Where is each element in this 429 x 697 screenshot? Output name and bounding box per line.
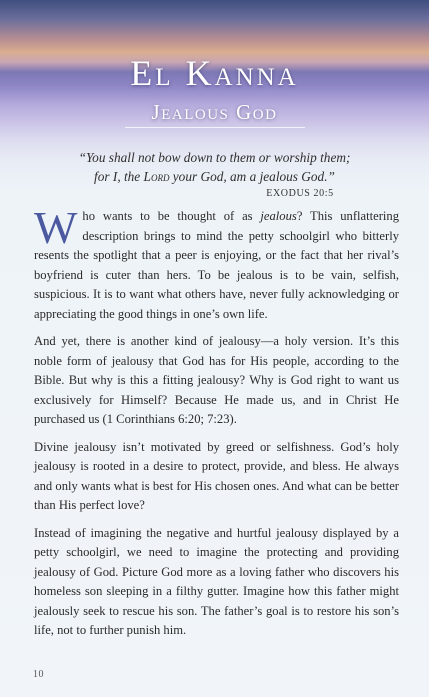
paragraph-4: Instead of imagining the negative and hurtful jealousy displayed by a petty schoolgirl, we need to imagine the protecting and providing jealousy of God. Picture God more as a loving father who discovers his homeless son sleeping in a filthy gutter. Imagine how this father might jealously seek to rescue his son. The father’s goal is to restore his son’s life, not to further punish him. xyxy=(34,525,399,637)
verse-lord: Lord xyxy=(143,169,170,184)
page-subtitle: Jealous God xyxy=(151,100,278,124)
paragraph-2: And yet, there is another kind of jealousy—a holy version. It’s this noble form of jealousy that God has for His people, according to the Bible. But why is this a fitting jealousy? Why is God right to want us exclusively for Himself? Because He made us, and in Christ He purchased us (1 Corinthians 6:20; 7:23). xyxy=(34,334,399,426)
page-title: El Kanna xyxy=(130,53,299,93)
paragraph-1-start: ho wants to be thought of as xyxy=(82,209,261,223)
verse-line-2-post: your God, am a jealous God.” xyxy=(169,169,335,184)
page-number: 10 xyxy=(33,669,44,680)
drop-cap: W xyxy=(34,202,78,253)
scripture-quote xyxy=(40,148,389,186)
body-text xyxy=(34,202,399,649)
paragraph-1 xyxy=(34,202,399,324)
subtitle-divider xyxy=(125,127,305,128)
paragraph-3: Divine jealousy isn’t motivated by greed or selfishness. God’s holy jealousy is rooted in a desire to protect, provide, and bless. He always and only wants what is best for His chosen ones. And what can be better than His perfect love? xyxy=(34,439,399,512)
paragraph-1-emphasis: jealous xyxy=(260,209,297,223)
verse-line-1: “You shall not bow down to them or worship them; xyxy=(78,150,351,165)
paragraph-1-rest: ? This unflattering description brings to mind the petty schoolgirl who bitterly resents the spotlight that a peer is enjoying, or the fact that her rival’s boyfriend is cuter than hers. To be jealous is to be vain, selfish, suspicious. It is to want what others have, never fully acknowledging or appreciating the good things in one’s own life. xyxy=(34,209,399,321)
verse-line-2-pre: for I, the xyxy=(94,169,144,184)
verse-reference: EXODUS 20:5 xyxy=(266,188,334,199)
